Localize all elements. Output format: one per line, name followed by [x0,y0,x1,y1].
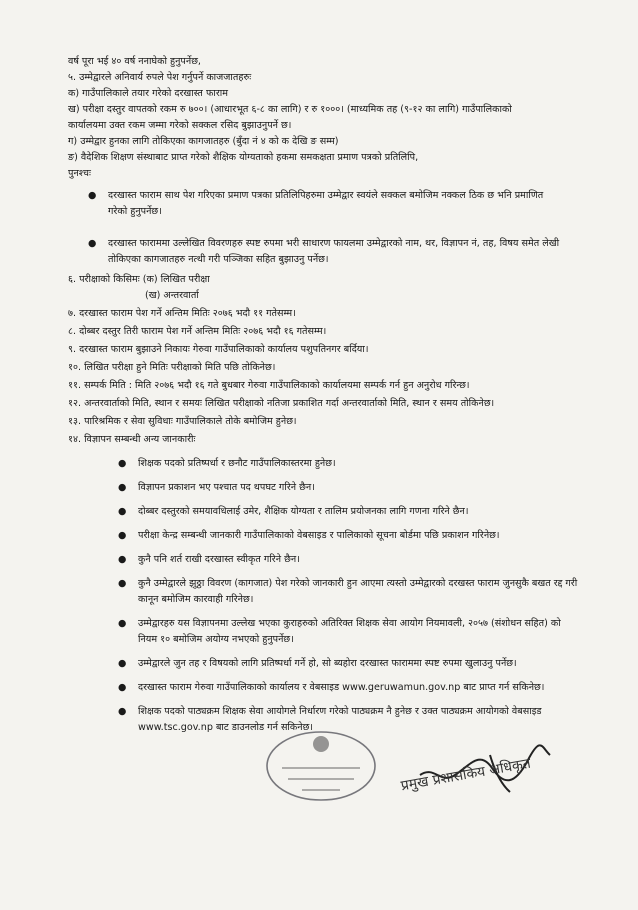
text-line: शिक्षक पदको प्रतिष्पर्धा र छनौट गाउँपालिकास्तरमा हुनेछ। [138,458,336,469]
text-line: तोकिएका कागजातहरु नत्थी गरी पञ्जिका सहित बुझाउनु पर्नेछ। [108,254,329,265]
bullet-icon: ● [118,554,127,565]
bullet-icon: ● [118,706,127,717]
text-line: ११. सम्पर्क मिति : मिति २०७६ भदौ १६ गते बुधबार गेरुवा गाउँपालिकाको कार्यालयमा सम्पर्क गर्न हुन अनुरोध गरिन्छ। [68,380,470,391]
text-line: दोब्बर दस्तुरको समयावधिलाई उमेर, शैक्षिक योग्यता र तालिम प्रयोजनका लागि गणना गरिने छैन। [138,506,469,517]
text-line: (ख) अन्तरवार्ता [145,290,199,301]
text-line: दरखास्त फाराममा उल्लेखित विवरणहरु स्पष्ट रुपमा भरी साधारण फायलमा उम्मेद्वारको नाम, थर, विज्ञापन नं, तह, विषय समेत लेखी [108,238,560,249]
text-line: ६. परीक्षाको किसिमः (क) लिखित परीक्षा [68,274,210,285]
text-line: वर्ष पूरा भई ४० वर्ष ननाघेको हुनुपर्नेछ, [68,56,201,67]
text-line: कार्यालयमा उक्त रकम जम्मा गरेको सक्कल रसिद बुझाउनुपर्ने छ। [68,120,292,131]
text-line: १२. अन्तरवार्ताको मिति, स्थान र समयः लिखित परीक्षाको नतिजा प्रकाशित गर्दा अन्तरवार्ताको मिति, स्थान र समय तोकिनेछ। [68,398,495,409]
text-line: उम्मेद्वारले जुन तह र विषयको लागि प्रतिष्पर्धा गर्ने हो, सो ब्यहोरा दरखास्त फाराममा स्पष्ट रुपमा खुलाउनु पर्नेछ। [138,658,517,669]
text-line: क) गाउँपालिकाले तयार गरेको दरखास्त फाराम [68,88,228,99]
text-line: कुनै उम्मेद्वारले झुठ्ठा विवरण (कागजात) पेश गरेको जानकारी हुन आएमा त्यस्तो उम्मेद्वारको दरखस्त फाराम जुनसुकै बखत रद्द गरी [138,578,578,589]
text-line: १४. विज्ञापन सम्बन्धी अन्य जानकारीः [68,434,196,445]
text-line: ८. दोब्बर दस्तुर तिरी फाराम पेश गर्ने अन्तिम मितिः २०७६ भदौ १६ गतेसम्म। [68,326,327,337]
signature-title: प्रमुख प्रशासकिय अधिकृत [399,755,532,795]
text-line: १३. पारिश्रमिक र सेवा सुविधाः गाउँपालिकाले तोके बमोजिम हुनेछ। [68,416,297,427]
text-line: १०. लिखित परीक्षा हुने मितिः परीक्षाको मिति पछि तोकिनेछ। [68,362,276,373]
bullet-icon: ● [88,190,97,201]
bullet-icon: ● [118,658,127,669]
text-line: नियम १० बमोजिम अयोग्य नभएको हुनुपर्नेछ। [138,634,294,645]
text-line: दरखास्त फाराम गेरुवा गाउँपालिकाको कार्यालय र वेबसाइड www.geruwamun.gov.np बाट प्राप्त गर्न सकिनेछ। [138,682,545,693]
text-line: ९. दरखास्त फाराम बुझाउने निकायः गेरुवा गाउँपालिकाको कार्यालय पशुपतिनगर बर्दिया। [68,344,369,355]
bullet-icon: ● [88,238,97,249]
text-line: कुनै पनि शर्त राखी दरखास्त स्वीकृत गरिने छैन। [138,554,300,565]
text-line: ७. दरखास्त फाराम पेश गर्ने अन्तिम मितिः २०७६ भदौ ११ गतेसम्म। [68,308,296,319]
text-line: ख) परीक्षा दस्तुर वापतको रकम रु ७००। (आधारभूत ६-८ का लागि) र रु १०००। (माध्यमिक तह (९-१२ का लागि) गाउँपालिकाको [68,104,512,115]
bullet-icon: ● [118,682,127,693]
text-line: ङ) वैदेशिक शिक्षण संस्थाबाट प्राप्त गरेको शैक्षिक योग्यताको हकमा समकक्षता प्रमाण पत्रको प्रतिलिपि, [68,152,419,163]
bullet-icon: ● [118,506,127,517]
text-line: गरेको हुनुपर्नेछ। [108,206,162,217]
text-line: www.tsc.gov.np बाट डाउनलोड गर्न सकिनेछ। [138,722,313,733]
bullet-icon: ● [118,530,127,541]
bullet-icon: ● [118,458,127,469]
text-line: कानून बमोजिम कारवाही गरिनेछ। [138,594,254,605]
text-line: उम्मेद्वारहरु यस विज्ञापनमा उल्लेख भएका कुराहरुको अतिरिक्त शिक्षक सेवा आयोग नियमावली, २०५७ (संशोधन सहित) को [138,618,561,629]
bullet-icon: ● [118,618,127,629]
office-stamp-icon [262,726,380,806]
text-line: ग) उम्मेद्वार हुनका लागि तोकिएका कागजातहरु (बुँदा नं ४ को क देखि ङ सम्म) [68,136,339,147]
text-line: दरखास्त फाराम साथ पेश गरिएका प्रमाण पत्रका प्रतिलिपिहरुमा उम्मेद्वार स्वयंले सक्कल बमोजिम नक्कल ठिक छ भनि प्रमाणित [108,190,544,201]
text-line: परीक्षा केन्द्र सम्बन्धी जानकारी गाउँपालिकाको वेबसाइड र पालिकाको सूचना बोर्डमा पछि प्रकाशन गरिनेछ। [138,530,500,541]
text-line: शिक्षक पदको पाठ्यक्रम शिक्षक सेवा आयोगले निर्धारण गरेको पाठ्यक्रम नै हुनेछ र उक्त पाठ्यक्रम आयोगको वेबसाइड [138,706,542,717]
bullet-icon: ● [118,482,127,493]
text-line: पुनश्चः [68,168,91,179]
text-line: ५. उम्मेद्वारले अनिवार्य रुपले पेश गर्नुपर्ने काजजातहरुः [68,72,252,83]
bullet-icon: ● [118,578,127,589]
text-line: विज्ञापन प्रकाशन भए पश्चात पद थपघट गरिने छैन। [138,482,315,493]
